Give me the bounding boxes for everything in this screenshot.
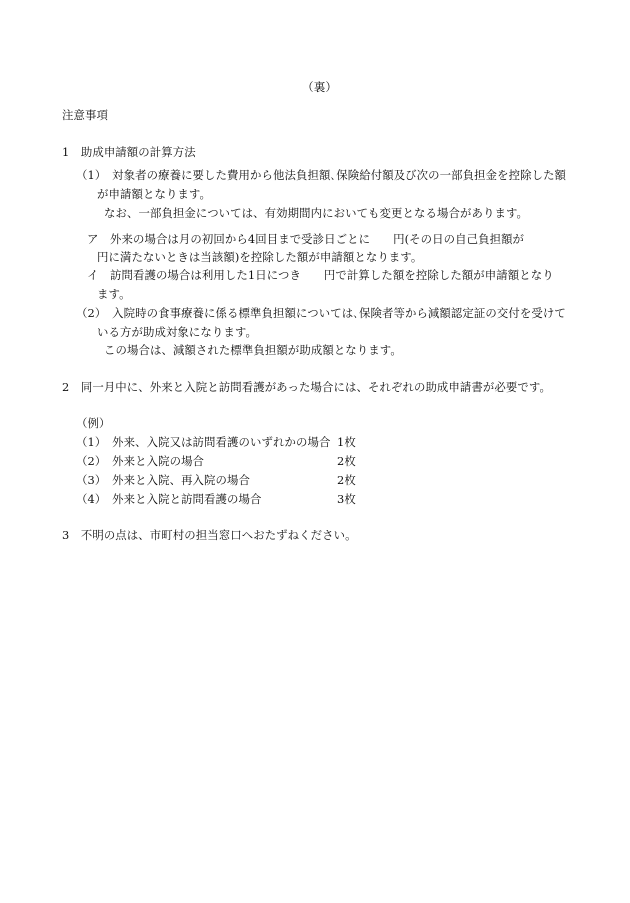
example-1-count: 1枚 (337, 435, 356, 449)
section-3-text: 3 不明の点は、市町村の担当窓口へおたずねください。 (62, 528, 357, 542)
example-3-count: 2枚 (337, 473, 356, 487)
item-1-line-1: （1） 対象者の療養に要した費用から他法負担額､保険給付額及び次の一部負担金を控除した額 (76, 168, 567, 182)
notes-heading: 注意事項 (62, 108, 108, 122)
item-1-line-3: なお、一部負担金については、有効期間内においても変更となる場合があります。 (104, 206, 529, 220)
item-2-line-1: （2） 入院時の食事療養に係る標準負担額については､保険者等から減額認定証の交付を受けて (76, 306, 566, 320)
page-header: （裏） (302, 80, 338, 94)
example-2-count: 2枚 (337, 454, 356, 468)
example-3-label: （3） 外来と入院、再入院の場合 (76, 473, 251, 487)
item-2-line-3: この場合は、減額された標準負担額が助成額となります。 (104, 343, 402, 357)
section-2-text: 2 同一月中に、外来と入院と訪問看護があった場合には、それぞれの助成申請書が必要です。 (62, 380, 551, 394)
item-2-line-2: いる方が助成対象になります。 (97, 325, 257, 339)
item-1-line-2: が申請額となります。 (97, 187, 211, 201)
item-1-a-line-2: 円に満たないときは当該額)を控除した額が申請額となります。 (97, 250, 423, 264)
item-1-b-line-2: ます。 (97, 287, 131, 301)
example-2-label: （2） 外来と入院の場合 (76, 454, 205, 468)
example-label: （例） (76, 416, 111, 430)
item-1-b-line-1: イ 訪問看護の場合は利用した1日につき 円で計算した額を控除した額が申請額となり (87, 268, 554, 282)
item-1-a-line-1: ア 外来の場合は月の初回から4回目まで受診日ごとに 円(その日の自己負担額が (87, 232, 525, 246)
example-1-label: （1） 外来、入院又は訪問看護のいずれかの場合 (76, 435, 331, 449)
example-4-count: 3枚 (337, 492, 356, 506)
example-4-label: （4） 外来と入院と訪問看護の場合 (76, 492, 262, 506)
section-1-heading: 1 助成申請額の計算方法 (62, 145, 196, 159)
